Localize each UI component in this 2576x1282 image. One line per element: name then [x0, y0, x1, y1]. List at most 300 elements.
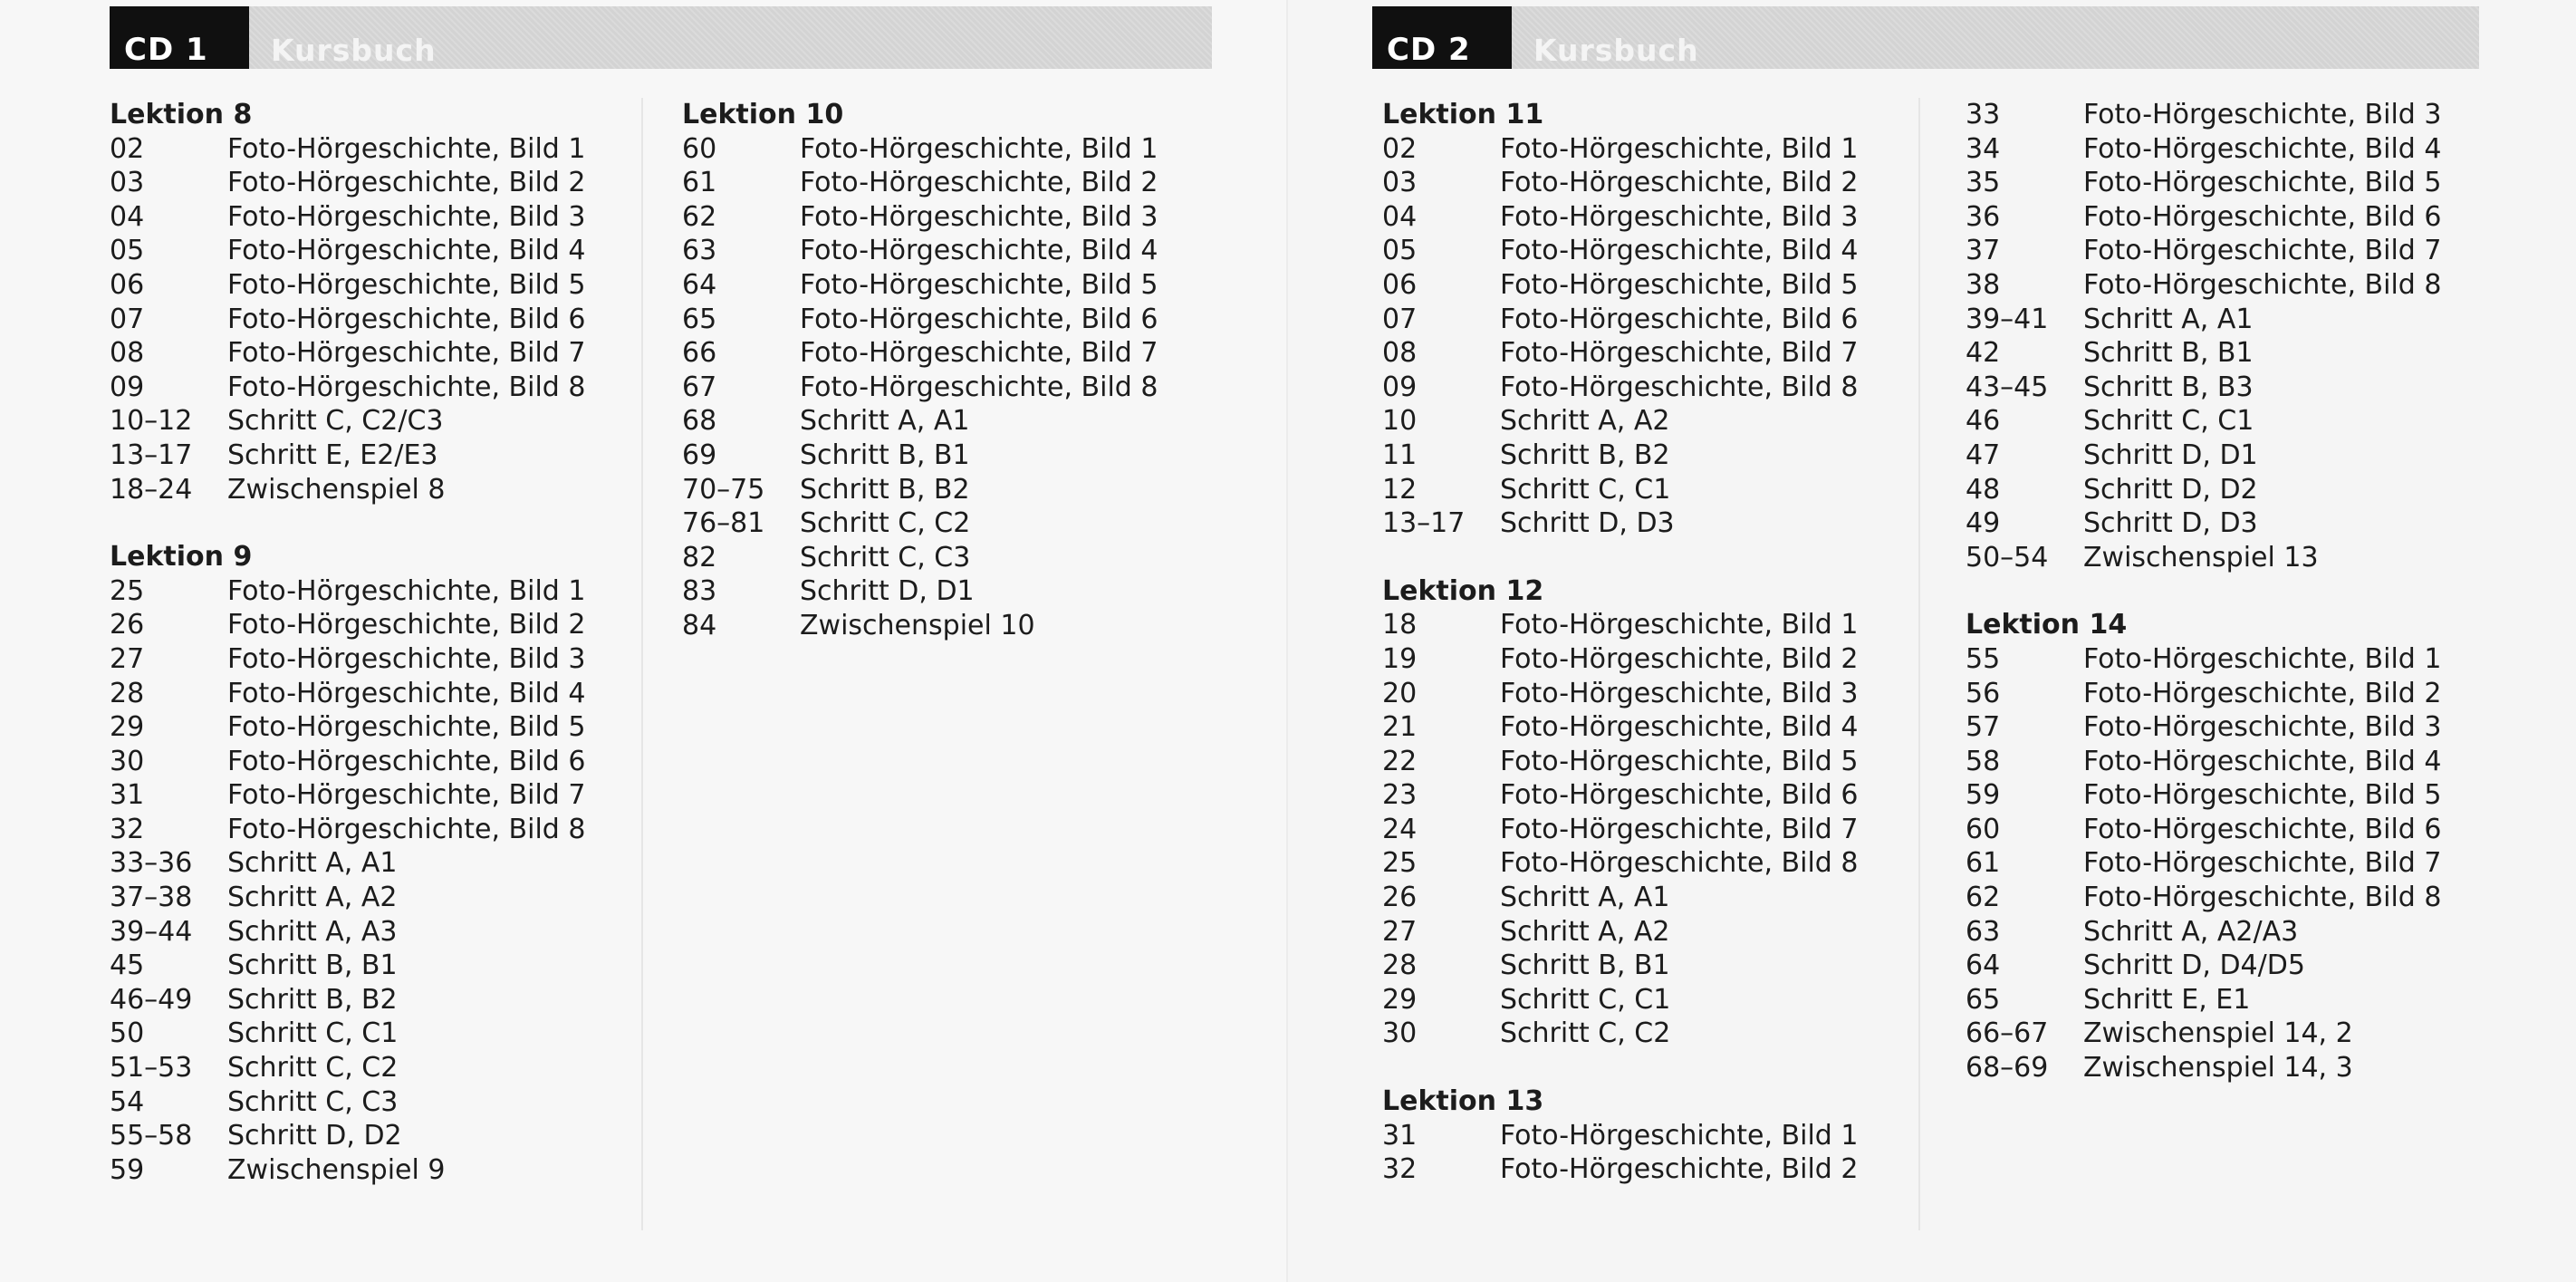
track-title: Schritt A, A1: [800, 405, 970, 438]
track-title: Schritt B, B1: [2083, 337, 2254, 370]
track-number: 82: [682, 541, 717, 574]
track-number: 47: [1966, 439, 2001, 471]
cd-1-header: [110, 6, 1212, 69]
track-title: Foto-Hörgeschichte, Bild 3: [227, 642, 586, 675]
track-number: 02: [110, 132, 145, 165]
track-title: Foto-Hörgeschichte, Bild 6: [1500, 303, 1859, 335]
track-number: 60: [682, 132, 717, 165]
track-number: 34: [1966, 132, 2001, 165]
track-title: Foto-Hörgeschichte, Bild 1: [2083, 642, 2442, 675]
track-number: 66–67: [1966, 1017, 2049, 1050]
track-number: 59: [1966, 779, 2001, 812]
track-title: Foto-Hörgeschichte, Bild 8: [1500, 847, 1859, 880]
lektion-title: Lektion 13: [1382, 1085, 1544, 1118]
track-title: Schritt C, C3: [800, 541, 971, 574]
track-row: [110, 371, 585, 405]
track-title: Schritt C, C2: [227, 1052, 399, 1084]
track-row: [682, 132, 1158, 167]
track-title: Schritt D, D2: [2083, 473, 2258, 506]
track-title: Foto-Hörgeschichte, Bild 8: [800, 371, 1158, 403]
track-row: [1966, 98, 2441, 132]
track-number: 33: [1966, 99, 2001, 130]
track-row: [1382, 303, 1858, 337]
track-row: [110, 132, 585, 167]
track-number: 02: [1382, 132, 1418, 165]
track-title: Foto-Hörgeschichte, Bild 5: [800, 268, 1158, 301]
track-title: Foto-Hörgeschichte, Bild 2: [1500, 1153, 1859, 1186]
track-number: 03: [1382, 167, 1418, 199]
track-number: 23: [1382, 779, 1418, 812]
track-row: [1382, 371, 1858, 405]
track-title: Foto-Hörgeschichte, Bild 4: [2083, 745, 2442, 777]
track-number: 36: [1966, 200, 2001, 233]
track-title: Schritt D, D1: [2083, 439, 2258, 471]
column-divider: [1918, 98, 1920, 1230]
track-number: 22: [1382, 745, 1418, 777]
track-number: 05: [1382, 235, 1418, 267]
track-number: 13–17: [110, 439, 193, 471]
track-row: [1382, 846, 1858, 881]
track-row: [1966, 710, 2441, 745]
track-row: [1966, 439, 2441, 473]
track-number: 39–44: [110, 915, 193, 948]
track-row: [1966, 915, 2441, 949]
track-row: [110, 915, 585, 949]
track-title: Foto-Hörgeschichte, Bild 6: [2083, 200, 2442, 233]
track-title: Schritt B, B2: [1500, 439, 1670, 471]
track-row: [1382, 336, 1858, 371]
track-number: 63: [682, 235, 717, 267]
track-title: Foto-Hörgeschichte, Bild 6: [2083, 813, 2442, 845]
track-title: Foto-Hörgeschichte, Bild 6: [227, 745, 586, 777]
track-title: Foto-Hörgeschichte, Bild 7: [800, 337, 1158, 370]
track-row: [1966, 778, 2441, 813]
track-row: [682, 609, 1158, 643]
lektion-section: [1382, 98, 1858, 541]
track-title: Foto-Hörgeschichte, Bild 8: [227, 813, 586, 845]
track-row: [110, 336, 585, 371]
track-title: Foto-Hörgeschichte, Bild 1: [227, 132, 586, 165]
track-title: Foto-Hörgeschichte, Bild 7: [2083, 847, 2442, 880]
track-number: 83: [682, 575, 717, 608]
track-row: [110, 778, 585, 813]
lektion-section: [1966, 98, 2441, 574]
track-title: Foto-Hörgeschichte, Bild 6: [1500, 779, 1859, 812]
track-number: 61: [1966, 847, 2001, 880]
track-row: [682, 166, 1158, 200]
lektion-section: [1966, 608, 2441, 1084]
track-number: 04: [1382, 200, 1418, 233]
track-row: [110, 166, 585, 200]
track-title: Foto-Hörgeschichte, Bild 3: [2083, 99, 2442, 130]
track-number: 37–38: [110, 882, 193, 914]
track-number: 31: [110, 779, 145, 812]
track-title: Foto-Hörgeschichte, Bild 7: [2083, 235, 2442, 267]
track-title: Foto-Hörgeschichte, Bild 6: [800, 303, 1158, 335]
track-number: 31: [1382, 1119, 1418, 1152]
track-row: [1966, 336, 2441, 371]
track-number: 58: [1966, 745, 2001, 777]
track-row: [110, 1051, 585, 1085]
track-row: [1966, 846, 2441, 881]
track-row: [1382, 813, 1858, 847]
track-row: [1382, 404, 1858, 439]
track-row: [1382, 778, 1858, 813]
track-number: 05: [110, 235, 145, 267]
track-row: [110, 745, 585, 779]
track-row: [682, 268, 1158, 303]
track-title: Foto-Hörgeschichte, Bild 2: [227, 609, 586, 641]
track-row: [682, 574, 1158, 609]
cd-2-header: [1372, 6, 2479, 69]
track-row: [110, 574, 585, 609]
track-number: 63: [1966, 915, 2001, 948]
track-row: [682, 303, 1158, 337]
track-row: [110, 983, 585, 1017]
track-number: 08: [1382, 337, 1418, 370]
track-title: Schritt B, B1: [800, 439, 970, 471]
track-number: 65: [1966, 983, 2001, 1016]
track-number: 35: [1966, 167, 2001, 199]
track-title: Schritt B, B3: [2083, 371, 2254, 403]
track-row: [110, 881, 585, 915]
track-row: [110, 200, 585, 235]
track-title: Foto-Hörgeschichte, Bild 4: [1500, 711, 1859, 744]
track-row: [1382, 200, 1858, 235]
track-title: Foto-Hörgeschichte, Bild 5: [227, 711, 586, 744]
track-row: [1382, 166, 1858, 200]
track-title: Foto-Hörgeschichte, Bild 2: [1500, 167, 1859, 199]
track-row: [1966, 303, 2441, 337]
track-number: 68: [682, 405, 717, 438]
track-row: [1966, 200, 2441, 235]
track-row: [682, 439, 1158, 473]
track-row: [1966, 404, 2441, 439]
track-number: 30: [110, 745, 145, 777]
track-row: [682, 200, 1158, 235]
track-number: 03: [110, 167, 145, 199]
track-row: [1966, 473, 2441, 507]
lektion-title: Lektion 12: [1382, 574, 1544, 607]
track-row: [110, 846, 585, 881]
track-number: 04: [110, 200, 145, 233]
track-number: 18–24: [110, 473, 193, 506]
track-row: [1382, 608, 1858, 642]
track-title: Foto-Hörgeschichte, Bild 2: [227, 167, 586, 199]
track-title: Zwischenspiel 8: [227, 473, 446, 506]
track-row: [110, 439, 585, 473]
track-title: Foto-Hörgeschichte, Bild 5: [1500, 745, 1859, 777]
track-row: [110, 268, 585, 303]
track-title: Schritt D, D3: [2083, 507, 2258, 540]
track-row: [110, 813, 585, 847]
lektion-title: Lektion 14: [1966, 609, 2128, 641]
track-row: [1966, 268, 2441, 303]
track-number: 09: [1382, 371, 1418, 403]
track-number: 64: [1966, 949, 2001, 982]
track-row: [1382, 915, 1858, 949]
track-title: Schritt A, A2: [227, 882, 398, 914]
track-title: Foto-Hörgeschichte, Bild 4: [1500, 235, 1859, 267]
track-row: [1966, 813, 2441, 847]
track-title: Foto-Hörgeschichte, Bild 8: [2083, 882, 2442, 914]
track-title: Foto-Hörgeschichte, Bild 1: [1500, 1119, 1859, 1152]
track-title: Foto-Hörgeschichte, Bild 8: [1500, 371, 1859, 403]
track-row: [1382, 132, 1858, 167]
track-row: [1382, 473, 1858, 507]
track-title: Foto-Hörgeschichte, Bild 8: [227, 371, 586, 403]
cd-2-page: [1288, 0, 2576, 1282]
track-title: Schritt C, C2/C3: [227, 405, 444, 438]
track-title: Foto-Hörgeschichte, Bild 4: [227, 677, 586, 709]
track-row: [110, 642, 585, 677]
track-row: [110, 677, 585, 711]
track-title: Foto-Hörgeschichte, Bild 5: [227, 268, 586, 301]
track-number: 76–81: [682, 507, 765, 540]
track-number: 68–69: [1966, 1052, 2049, 1084]
track-row: [1382, 1152, 1858, 1187]
track-row: [110, 1153, 585, 1188]
track-row: [1966, 949, 2441, 983]
lektion-title: Lektion 8: [110, 99, 253, 130]
track-row: [1382, 1017, 1858, 1051]
lektion-section: [110, 540, 585, 1187]
lektion-section: [110, 98, 585, 506]
track-row: [1966, 506, 2441, 541]
track-title: Schritt D, D4/D5: [2083, 949, 2305, 982]
track-number: 24: [1382, 813, 1418, 845]
track-number: 37: [1966, 235, 2001, 267]
track-row: [1382, 983, 1858, 1017]
track-title: Foto-Hörgeschichte, Bild 2: [2083, 677, 2442, 709]
track-number: 10–12: [110, 405, 193, 438]
track-title: Foto-Hörgeschichte, Bild 4: [800, 235, 1158, 267]
track-number: 48: [1966, 473, 2001, 506]
track-title: Schritt D, D1: [800, 575, 975, 608]
track-title: Foto-Hörgeschichte, Bild 5: [1500, 268, 1859, 301]
track-number: 27: [1382, 915, 1418, 948]
track-title: Schritt C, C1: [2083, 405, 2254, 438]
track-title: Foto-Hörgeschichte, Bild 1: [800, 132, 1158, 165]
track-title: Foto-Hörgeschichte, Bild 7: [227, 779, 586, 812]
track-row: [110, 1119, 585, 1153]
track-title: Foto-Hörgeschichte, Bild 3: [227, 200, 586, 233]
track-number: 46: [1966, 405, 2001, 438]
track-row: [1966, 541, 2441, 575]
track-number: 38: [1966, 268, 2001, 301]
track-number: 69: [682, 439, 717, 471]
track-title: Foto-Hörgeschichte, Bild 7: [1500, 337, 1859, 370]
track-title: Schritt B, B1: [1500, 949, 1670, 982]
track-title: Zwischenspiel 9: [227, 1153, 446, 1186]
track-row: [110, 608, 585, 642]
track-title: Schritt B, B2: [227, 983, 398, 1016]
track-number: 49: [1966, 507, 2001, 540]
track-row: [1966, 983, 2441, 1017]
track-row: [1382, 745, 1858, 779]
track-number: 06: [1382, 268, 1418, 301]
track-title: Schritt C, C3: [227, 1085, 399, 1118]
track-number: 33–36: [110, 847, 193, 880]
track-column-2: [682, 98, 1158, 677]
track-number: 62: [1966, 882, 2001, 914]
track-row: [110, 404, 585, 439]
track-title: Zwischenspiel 13: [2083, 541, 2319, 574]
track-number: 43–45: [1966, 371, 2049, 403]
track-number: 57: [1966, 711, 2001, 744]
track-number: 51–53: [110, 1052, 193, 1084]
track-row: [1966, 745, 2441, 779]
track-number: 10: [1382, 405, 1418, 438]
track-title: Foto-Hörgeschichte, Bild 4: [227, 235, 586, 267]
track-number: 46–49: [110, 983, 193, 1016]
track-row: [110, 473, 585, 507]
track-number: 59: [110, 1153, 145, 1186]
track-title: Schritt C, C1: [1500, 983, 1671, 1016]
track-row: [1382, 268, 1858, 303]
track-row: [110, 303, 585, 337]
track-number: 26: [110, 609, 145, 641]
track-title: Foto-Hörgeschichte, Bild 7: [1500, 813, 1859, 845]
track-number: 55–58: [110, 1120, 193, 1152]
track-title: Foto-Hörgeschichte, Bild 5: [2083, 167, 2442, 199]
lektion-title: Lektion 9: [110, 541, 253, 574]
track-row: [682, 473, 1158, 507]
track-row: [682, 404, 1158, 439]
track-number: 19: [1382, 642, 1418, 675]
track-row: [1382, 642, 1858, 677]
track-row: [682, 541, 1158, 575]
track-number: 29: [110, 711, 145, 744]
track-title: Foto-Hörgeschichte, Bild 3: [2083, 711, 2442, 744]
track-number: 67: [682, 371, 717, 403]
header-title: Kursbuch: [249, 6, 1212, 69]
track-row: [1966, 881, 2441, 915]
track-title: Schritt A, A1: [227, 847, 398, 880]
track-column-2: [1966, 98, 2441, 1119]
track-row: [1966, 371, 2441, 405]
track-number: 20: [1382, 677, 1418, 709]
track-row: [682, 371, 1158, 405]
track-number: 56: [1966, 677, 2001, 709]
track-number: 06: [110, 268, 145, 301]
track-number: 07: [1382, 303, 1418, 335]
track-title: Schritt D, D2: [227, 1120, 402, 1152]
track-row: [1382, 677, 1858, 711]
track-number: 84: [682, 609, 717, 641]
track-number: 26: [1382, 882, 1418, 914]
track-title: Schritt B, B2: [800, 473, 970, 506]
track-row: [1966, 1051, 2441, 1085]
track-row: [110, 949, 585, 983]
track-title: Foto-Hörgeschichte, Bild 1: [1500, 132, 1859, 165]
track-row: [1966, 677, 2441, 711]
track-number: 11: [1382, 439, 1418, 471]
track-title: Zwischenspiel 14, 3: [2083, 1052, 2353, 1084]
track-row: [1966, 234, 2441, 268]
track-row: [110, 710, 585, 745]
track-row: [110, 234, 585, 268]
track-title: Foto-Hörgeschichte, Bild 8: [2083, 268, 2442, 301]
track-number: 65: [682, 303, 717, 335]
track-number: 21: [1382, 711, 1418, 744]
track-number: 32: [1382, 1153, 1418, 1186]
track-number: 54: [110, 1085, 145, 1118]
track-title: Foto-Hörgeschichte, Bild 3: [800, 200, 1158, 233]
track-title: Zwischenspiel 14, 2: [2083, 1017, 2353, 1050]
track-number: 62: [682, 200, 717, 233]
track-title: Schritt B, B1: [227, 949, 398, 982]
track-number: 30: [1382, 1017, 1418, 1050]
track-title: Schritt A, A1: [1500, 882, 1670, 914]
lektion-title: Lektion 11: [1382, 99, 1544, 130]
track-title: Schritt C, C1: [1500, 473, 1671, 506]
track-number: 08: [110, 337, 145, 370]
track-title: Schritt C, C2: [1500, 1017, 1671, 1050]
track-row: [1382, 234, 1858, 268]
track-row: [1966, 642, 2441, 677]
track-number: 64: [682, 268, 717, 301]
track-title: Schritt A, A3: [227, 915, 398, 948]
track-column-1: [1382, 98, 1858, 1220]
track-title: Foto-Hörgeschichte, Bild 3: [1500, 200, 1859, 233]
track-number: 18: [1382, 609, 1418, 641]
track-row: [110, 1085, 585, 1120]
track-number: 28: [110, 677, 145, 709]
track-row: [1382, 949, 1858, 983]
track-row: [110, 1017, 585, 1051]
lektion-title: Lektion 10: [682, 99, 844, 130]
track-row: [1382, 506, 1858, 541]
track-title: Schritt A, A1: [2083, 303, 2254, 335]
track-number: 39–41: [1966, 303, 2049, 335]
cd-label: CD 1: [110, 6, 249, 69]
cd-label: CD 2: [1372, 6, 1512, 69]
track-number: 42: [1966, 337, 2001, 370]
track-title: Zwischenspiel 10: [800, 609, 1035, 641]
track-number: 70–75: [682, 473, 765, 506]
track-row: [1966, 132, 2441, 167]
track-title: Foto-Hörgeschichte, Bild 1: [227, 574, 586, 607]
track-row: [1966, 1017, 2441, 1051]
track-column-1: [110, 98, 585, 1220]
track-title: Schritt D, D3: [1500, 507, 1675, 540]
track-title: Schritt A, A2: [1500, 915, 1670, 948]
track-title: Schritt E, E2/E3: [227, 439, 438, 471]
track-number: 50–54: [1966, 541, 2049, 574]
track-title: Foto-Hörgeschichte, Bild 6: [227, 303, 586, 335]
track-row: [1966, 166, 2441, 200]
track-number: 25: [1382, 847, 1418, 880]
track-number: 61: [682, 167, 717, 199]
track-row: [682, 506, 1158, 541]
track-number: 60: [1966, 813, 2001, 845]
track-title: Schritt C, C1: [227, 1017, 399, 1050]
track-title: Foto-Hörgeschichte, Bild 2: [800, 167, 1158, 199]
track-number: 45: [110, 949, 145, 982]
track-number: 28: [1382, 949, 1418, 982]
track-title: Schritt A, A2/A3: [2083, 915, 2299, 948]
track-number: 13–17: [1382, 507, 1466, 540]
track-title: Foto-Hörgeschichte, Bild 3: [1500, 677, 1859, 709]
track-title: Foto-Hörgeschichte, Bild 2: [1500, 642, 1859, 675]
column-divider: [641, 98, 643, 1230]
track-number: 66: [682, 337, 717, 370]
track-number: 50: [110, 1017, 145, 1050]
track-number: 25: [110, 574, 145, 607]
track-title: Foto-Hörgeschichte, Bild 5: [2083, 779, 2442, 812]
track-title: Foto-Hörgeschichte, Bild 1: [1500, 609, 1859, 641]
